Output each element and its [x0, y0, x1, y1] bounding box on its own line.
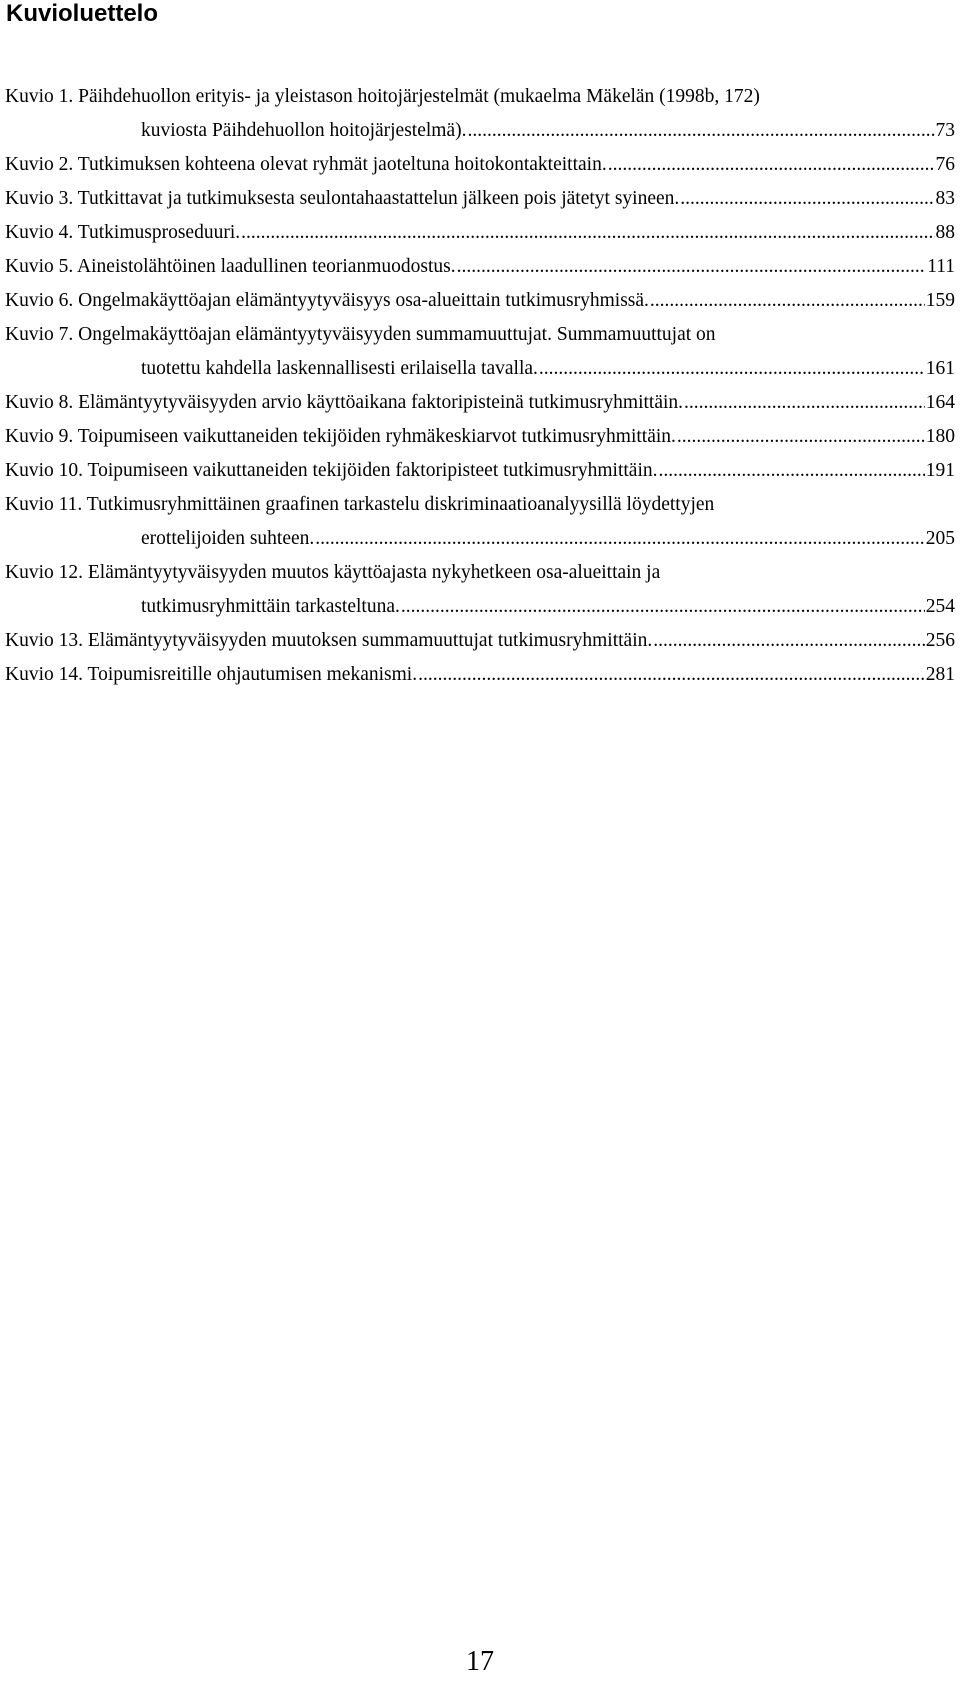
list-item-kuvio-11[interactable]	[5, 488, 955, 556]
entry-text: Kuvio 1. Päihdehuollon erityis- ja yleistason hoitojärjestelmät (mukaelma Mäkelän (1998b, 172)	[5, 86, 760, 107]
entry-line	[5, 454, 955, 488]
entry-text: tutkimusryhmittäin tarkasteltuna.	[141, 596, 400, 617]
dot-leader	[241, 216, 934, 250]
entry-page-number: 83	[935, 188, 955, 209]
entry-page-number: 73	[935, 120, 955, 141]
entry-text: erottelijoiden suhteen.	[141, 528, 315, 549]
page-title: Kuvioluettelo	[6, 0, 159, 27]
entry-line	[5, 658, 955, 692]
dot-leader	[539, 352, 925, 386]
list-item-kuvio-14[interactable]	[5, 658, 955, 692]
list-item-kuvio-12[interactable]	[5, 556, 955, 624]
entry-line	[5, 148, 955, 182]
entry-page-number: 88	[935, 222, 955, 243]
entry-text: kuviosta Päihdehuollon hoitojärjestelmä).	[141, 120, 467, 141]
entry-line	[5, 250, 955, 284]
dot-leader	[401, 590, 925, 624]
dot-leader	[418, 658, 925, 692]
entry-line	[5, 386, 955, 420]
entry-text: Kuvio 3. Tutkittavat ja tutkimuksesta seulontahaastattelun jälkeen pois jätetyt syineen.	[5, 188, 680, 209]
entry-line	[5, 318, 955, 352]
entry-text: Kuvio 4. Tutkimusproseduuri.	[5, 222, 241, 243]
entry-page-number: 111	[927, 256, 955, 277]
list-item-kuvio-1[interactable]	[5, 80, 955, 148]
list-item-kuvio-9[interactable]	[5, 420, 955, 454]
entry-page-number: 191	[925, 460, 955, 481]
list-item-kuvio-3[interactable]	[5, 182, 955, 216]
entry-page-number: 256	[925, 630, 955, 651]
list-item-kuvio-10[interactable]	[5, 454, 955, 488]
list-item-kuvio-6[interactable]	[5, 284, 955, 318]
dot-leader	[457, 250, 927, 284]
list-item-kuvio-2[interactable]	[5, 148, 955, 182]
entry-text: Kuvio 5. Aineistolähtöinen laadullinen teorianmuodostus.	[5, 256, 456, 277]
entry-text: Kuvio 9. Toipumiseen vaikuttaneiden tekijöiden ryhmäkeskiarvot tutkimusryhmittäin.	[5, 426, 676, 447]
list-item-kuvio-7[interactable]	[5, 318, 955, 386]
entry-line	[5, 488, 955, 522]
entry-line	[5, 352, 955, 386]
entry-line	[5, 556, 955, 590]
list-item-kuvio-4[interactable]	[5, 216, 955, 250]
dot-leader	[315, 522, 924, 556]
entry-page-number: 164	[925, 392, 955, 413]
entry-text: tuotettu kahdella laskennallisesti erilaisella tavalla.	[141, 358, 538, 379]
entry-page-number: 161	[925, 358, 955, 379]
list-item-kuvio-8[interactable]	[5, 386, 955, 420]
page-number: 17	[466, 1646, 494, 1677]
dot-leader	[608, 148, 935, 182]
entry-line	[5, 80, 955, 114]
entry-page-number: 180	[925, 426, 955, 447]
dot-leader	[659, 454, 925, 488]
entry-page-number: 205	[925, 528, 955, 549]
dot-leader	[680, 182, 934, 216]
entry-line	[5, 216, 955, 250]
entry-line	[5, 624, 955, 658]
entry-line	[5, 522, 955, 556]
entry-text: Kuvio 7. Ongelmakäyttöajan elämäntyytyväisyyden summamuuttujat. Summamuuttujat on	[5, 324, 716, 345]
entry-line	[5, 420, 955, 454]
entry-text: Kuvio 12. Elämäntyytyväisyyden muutos käyttöajasta nykyhetkeen osa-alueittain ja	[5, 562, 661, 583]
entry-text: Kuvio 13. Elämäntyytyväisyyden muutoksen summamuuttujat tutkimusryhmittäin.	[5, 630, 653, 651]
entry-line	[5, 114, 955, 148]
entry-page-number: 254	[925, 596, 955, 617]
entry-text: Kuvio 14. Toipumisreitille ohjautumisen mekanismi.	[5, 664, 418, 685]
dot-leader	[684, 386, 925, 420]
entry-page-number: 159	[925, 290, 955, 311]
dot-leader	[677, 420, 925, 454]
entry-line	[5, 182, 955, 216]
entry-text: Kuvio 11. Tutkimusryhmittäinen graafinen tarkastelu diskriminaatioanalyysillä löydettyjen	[5, 494, 715, 515]
entry-text: Kuvio 10. Toipumiseen vaikuttaneiden tekijöiden faktoripisteet tutkimusryhmittäin.	[5, 460, 658, 481]
figure-list	[5, 80, 955, 692]
entry-text: Kuvio 2. Tutkimuksen kohteena olevat ryhmät jaoteltuna hoitokontakteittain.	[5, 154, 607, 175]
list-item-kuvio-5[interactable]	[5, 250, 955, 284]
entry-line	[5, 284, 955, 318]
entry-text: Kuvio 8. Elämäntyytyväisyyden arvio käyttöaikana faktoripisteinä tutkimusryhmittäin.	[5, 392, 684, 413]
entry-page-number: 76	[935, 154, 955, 175]
entry-line	[5, 590, 955, 624]
dot-leader	[467, 114, 934, 148]
dot-leader	[653, 624, 925, 658]
dot-leader	[650, 284, 925, 318]
entry-text: Kuvio 6. Ongelmakäyttöajan elämäntyytyväisyys osa-alueittain tutkimusryhmissä.	[5, 290, 649, 311]
list-item-kuvio-13[interactable]	[5, 624, 955, 658]
entry-page-number: 281	[925, 664, 955, 685]
